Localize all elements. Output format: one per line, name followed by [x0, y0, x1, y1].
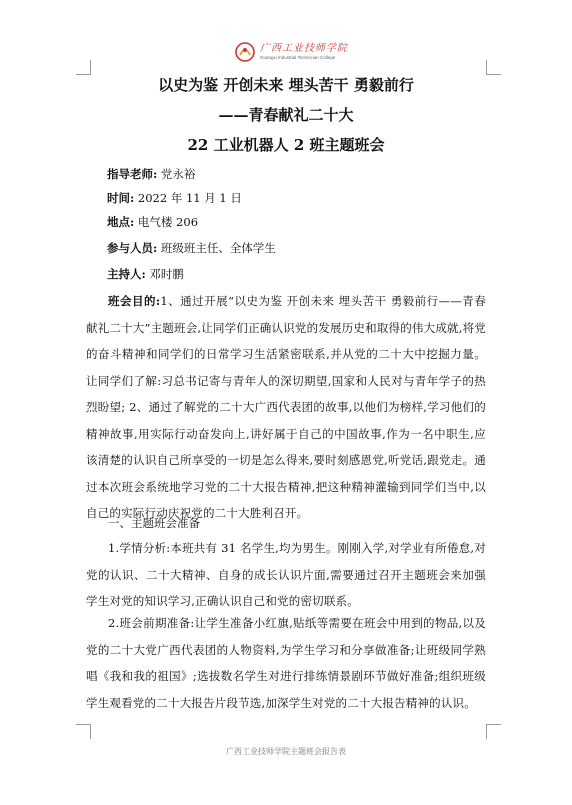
section-heading-preparation: 一、主题班会准备: [108, 516, 200, 530]
crop-mark-bottom-left: [76, 724, 91, 739]
time-label: 时间:: [107, 191, 135, 205]
participants-label: 参与人员:: [107, 241, 158, 255]
crop-mark-bottom-right: [486, 724, 501, 739]
host-label: 主持人:: [107, 267, 146, 281]
time-value: 2022 年 11 月 1 日: [137, 191, 242, 205]
crop-mark-top-left: [76, 60, 91, 75]
title-line-3: 22 工业机器人 2 班主题班会: [187, 136, 385, 154]
crop-mark-top-right: [486, 60, 501, 75]
place-label: 地点:: [107, 215, 135, 229]
title-line-2: ——青春献礼二十大: [218, 106, 354, 124]
teacher-label: 指导老师:: [107, 167, 158, 181]
meeting-goal-paragraph: [86, 288, 486, 527]
preparation-paragraph: 2.班会前期准备:让学生准备小红旗,贴纸等需要在班会中用到的物品,以及党的二十大党广西代表团的人物资料,为学生学习和分享做准备;让班级同学熟唱《我和我的祖国》;选拔数名学生对进行排练情景剧环节做好准备;组织班级学生观看党的二十大报告片段节选,加深学生对党的二十大报告精神的认识。: [86, 616, 486, 710]
info-place: [107, 214, 198, 230]
page-footer: 广西工业技师学院主题班会报告表: [226, 747, 346, 756]
goal-text: 1、通过开展“以史为鉴 开创未来 埋头苦干 勇毅前行——青春献礼二十大”主题班会,让同学们正确认识党的发展历史和取得的伟大成就,将党的奋斗精神和同学们的日常学习生活紧密联系,并从党的二十大中挖掘力量。让同学们了解:习总书记寄与青年人的深切期望,国家和人民对与青年学子的热烈盼望; 2、通过了解党的二十大广西代表团的故事,以他们为榜样,学习他们的精神故事,用实际行动奋发向上,讲好属于自己的中国故事,作为一名中职生,应该清楚的认识自己所享受的一切是怎么得来,要时刻感恩党,听党话,跟党走。通过本次班会系统地学习党的二十大报告精神,把这种精神灌输到同学们当中,以自己的实际行动庆祝党的二十大胜利召开。: [86, 294, 486, 520]
school-emblem-icon: [234, 41, 256, 63]
info-time: [107, 190, 242, 206]
info-participants: [107, 240, 276, 256]
title-line-1: 以史为鉴 开创未来 埋头苦干 勇毅前行: [158, 76, 414, 94]
logo-english-name: Guangxi Industrial Technician College: [260, 54, 336, 60]
place-value: 电气楼 206: [137, 215, 199, 229]
host-value: 邓时鹏: [149, 267, 184, 281]
situation-analysis-paragraph: 1.学情分析:本班共有 31 名学生,均为男生。刚刚入学,对学业有所倦怠,对党的认识、二十大精神、自身的成长认识片面,需要通过召开主题班会来加强学生对党的知识学习,正确认识自己和党的密切联系。: [86, 541, 486, 608]
school-logo: [234, 40, 348, 64]
goal-label: 班会目的:: [108, 294, 161, 308]
teacher-value: 党永裕: [160, 167, 196, 181]
logo-chinese-name: 广西工业技师学院: [260, 42, 348, 54]
info-host: [107, 266, 184, 282]
info-teacher: [107, 166, 195, 182]
participants-value: 班级班主任、全体学生: [160, 241, 276, 255]
